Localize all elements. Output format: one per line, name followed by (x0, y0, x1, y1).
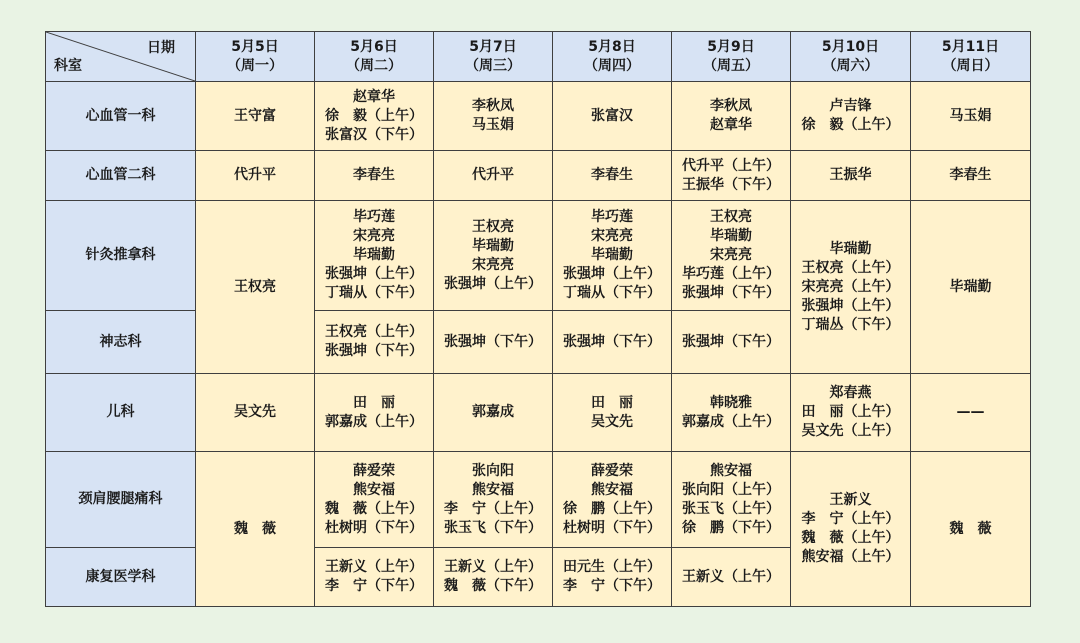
date-header-3 (434, 32, 553, 82)
cell-line: 王新义（上午） (444, 559, 542, 575)
cell-line: 毕瑞勤 (829, 240, 872, 257)
cell-line: 徐 鹏（上午） (563, 500, 661, 517)
date-header-1 (196, 32, 315, 82)
cell-line: 吴文先 (591, 413, 633, 430)
cell-line: 王权亮（上午） (325, 324, 423, 340)
cell-pediatrics-d4 (553, 374, 672, 452)
cell-line: 王振华（下午） (682, 176, 780, 193)
schedule-table (45, 31, 1031, 607)
weekday-label: （周五） (703, 57, 759, 74)
cell-line: 吴文先 (234, 404, 276, 420)
cell-line: 王新义（上午） (682, 568, 780, 585)
cell-pediatrics-d2 (315, 374, 434, 452)
cell-line: 李春生 (353, 167, 395, 183)
cell-cardio2-d1 (196, 151, 315, 201)
date-label: 5月10日 (821, 38, 880, 55)
cell-line: 王权亮 (710, 209, 752, 225)
dept-acupuncture: 针灸推拿科 (46, 201, 196, 311)
cell-neuro-d3 (434, 311, 553, 374)
cell-line: 张强坤（下午） (563, 333, 661, 350)
weekday-label: （周六） (822, 57, 879, 74)
cell-cardio1-d5 (672, 82, 791, 151)
cell-line: 丁瑞丛（下午） (801, 316, 900, 333)
dept-pediatrics: 儿科 (46, 374, 196, 452)
cell-neuro-d2 (315, 311, 434, 374)
dept-cardio1: 心血管一科 (46, 82, 196, 151)
cell-cardio1-d7 (911, 82, 1031, 151)
cell-acupuncture-d5 (672, 201, 791, 311)
cell-line: 王守富 (234, 107, 276, 124)
cell-line: 熊安福 (710, 462, 752, 479)
cell-line: 魏 薇（下午） (444, 578, 542, 594)
cell-line: 毕巧莲（上午） (682, 266, 780, 282)
date-label: 5月7日 (469, 38, 517, 55)
cell-line: 魏 薇（上午） (801, 530, 900, 546)
cell-line: 马玉娟 (949, 107, 992, 124)
date-label: 5月6日 (350, 38, 398, 55)
cell-neck-back-d5 (672, 452, 791, 548)
cell-line: 熊安福 (591, 481, 633, 498)
date-label: 5月9日 (707, 38, 755, 55)
cell-line: 王振华 (829, 167, 872, 183)
cell-line: 张富汉 (591, 107, 633, 124)
cell-line: 张强坤（下午） (325, 343, 423, 359)
cell-line: 赵章华 (710, 117, 752, 133)
cell-line: 张富汉（下午） (325, 126, 423, 143)
cell-line: 张强坤（上午） (563, 266, 661, 282)
cell-line: 韩晓雅 (710, 394, 752, 411)
cell-line: 徐 毅（上午） (325, 107, 423, 124)
weekday-label: （周三） (465, 57, 521, 74)
date-header-4 (553, 32, 672, 82)
cell-line: 毕瑞勤 (472, 237, 514, 254)
cell-line: 毕瑞勤 (949, 278, 992, 295)
cell-line: 代升平 (234, 167, 276, 183)
cell-line: 李秋凤 (710, 98, 752, 114)
cell-pediatrics-d1 (196, 374, 315, 452)
date-label: 5月5日 (231, 38, 279, 55)
cell-line: 宋亮亮（上午） (801, 278, 900, 295)
cell-line: 宋亮亮 (591, 228, 633, 244)
cell-line: 郭嘉成（上午） (682, 413, 780, 430)
cell-line: 张玉飞（上午） (682, 500, 780, 517)
corner-date-label: 日期 (147, 40, 175, 56)
cell-line: 魏 薇（上午） (325, 500, 423, 517)
cell-pediatrics-d5 (672, 374, 791, 452)
cell-neuro-d4 (553, 311, 672, 374)
cell-line: 田 丽 (591, 394, 633, 411)
cell-line: 宋亮亮 (472, 256, 514, 273)
schedule-wrapper (45, 31, 1030, 606)
cell-cardio2-d5 (672, 151, 791, 201)
cell-line: 王权亮 (472, 218, 514, 235)
cell-line: 田 丽 (353, 394, 395, 411)
cell-line: 李秋凤 (472, 98, 514, 114)
cell-line: 卢吉锋 (829, 98, 872, 114)
cell-line: 杜树明（下午） (325, 519, 423, 536)
cell-line: 薛爱荣 (353, 462, 395, 479)
cell-line: 马玉娟 (472, 117, 514, 133)
cell-cardio1-d1 (196, 82, 315, 151)
cell-line: 薛爱荣 (591, 462, 633, 479)
row-acupuncture (46, 201, 1031, 311)
cell-line: 宋亮亮 (710, 247, 752, 263)
cell-line: 熊安福（上午） (801, 549, 900, 565)
cell-neck-back-d4 (553, 452, 672, 548)
date-header-5 (672, 32, 791, 82)
cell-line: 杜树明（下午） (563, 519, 661, 536)
date-header-6 (791, 32, 911, 82)
cell-line: 徐 毅（上午） (801, 117, 900, 133)
cell-line: 代升平 (472, 167, 514, 183)
cell-line: 宋亮亮 (353, 228, 395, 244)
cell-line: 田元生（上午） (563, 559, 661, 575)
cell-neck-back-d3 (434, 452, 553, 548)
cell-line: 李春生 (949, 167, 992, 183)
header-row (46, 32, 1031, 82)
cell-cardio1-d2 (315, 82, 434, 151)
cell-line: 王新义（上午） (325, 559, 423, 575)
cell-pediatrics-d7 (911, 374, 1031, 452)
date-header-2 (315, 32, 434, 82)
cell-cardio2-d4 (553, 151, 672, 201)
cell-line: 毕巧莲 (591, 209, 633, 225)
cell-line: 张强坤（下午） (682, 285, 780, 301)
cell-line: 徐 鹏（下午） (682, 519, 780, 536)
cell-line: 熊安福 (472, 481, 514, 498)
dept-neuro: 神志科 (46, 311, 196, 374)
cell-cardio2-d7 (911, 151, 1031, 201)
cell-rehab-d3 (434, 548, 553, 607)
dept-neck-back: 颈肩腰腿痛科 (46, 452, 196, 548)
cell-neck-back-d2 (315, 452, 434, 548)
cell-cardio1-d6 (791, 82, 911, 151)
cell-line: 李 宁（上午） (801, 511, 900, 527)
cell-line: 毕瑞勤 (591, 247, 633, 263)
cell-line: 张强坤（下午） (444, 333, 542, 350)
weekday-label: （周四） (584, 57, 640, 74)
cell-neck-rehab-d1 (196, 452, 315, 607)
date-label: 5月11日 (941, 38, 1000, 55)
cell-cardio1-d3 (434, 82, 553, 151)
cell-line: 张强坤（上午） (801, 297, 900, 314)
cell-line: 李 宁（下午） (325, 578, 423, 594)
row-pediatrics (46, 374, 1031, 452)
cell-line: 赵章华 (353, 88, 395, 105)
cell-line: 丁瑞从（下午） (325, 285, 423, 301)
cell-line: 熊安福 (353, 481, 395, 498)
cell-line: 毕瑞勤 (710, 228, 752, 244)
cell-line: 王权亮（上午） (801, 259, 900, 276)
cell-line: —— (956, 404, 985, 420)
corner-header (46, 32, 196, 82)
cell-line: 李 宁（上午） (444, 500, 542, 517)
cell-rehab-d5 (672, 548, 791, 607)
cell-line: 王新义 (829, 492, 872, 508)
row-cardio1 (46, 82, 1031, 151)
cell-line: 毕瑞勤 (353, 247, 395, 263)
corner-dept-label: 科室 (54, 58, 82, 74)
cell-rehab-d4 (553, 548, 672, 607)
cell-line: 李 宁（下午） (563, 578, 661, 594)
cell-acu-neuro-d7 (911, 201, 1031, 374)
row-cardio2 (46, 151, 1031, 201)
cell-neck-rehab-d6 (791, 452, 911, 607)
dept-cardio2: 心血管二科 (46, 151, 196, 201)
cell-line: 郑春燕 (829, 385, 872, 401)
cell-line: 李春生 (591, 167, 633, 183)
cell-line: 张玉飞（下午） (444, 519, 542, 536)
cell-line: 张向阳（上午） (682, 481, 780, 498)
cell-line: 田 丽（上午） (801, 404, 900, 420)
cell-line: 代升平（上午） (682, 157, 780, 174)
cell-line: 毕巧莲 (353, 209, 395, 225)
date-header-7 (911, 32, 1031, 82)
cell-cardio2-d6 (791, 151, 911, 201)
cell-line: 丁瑞从（下午） (563, 285, 661, 301)
dept-rehab: 康复医学科 (46, 548, 196, 607)
cell-acupuncture-d4 (553, 201, 672, 311)
cell-cardio1-d4 (553, 82, 672, 151)
cell-line: 郭嘉成 (472, 404, 514, 420)
cell-line: 张强坤（上午） (325, 266, 423, 282)
cell-pediatrics-d6 (791, 374, 911, 452)
weekday-label: （周一） (227, 57, 283, 74)
cell-line: 魏 薇 (949, 520, 992, 537)
cell-pediatrics-d3 (434, 374, 553, 452)
cell-line: 郭嘉成（上午） (325, 413, 423, 430)
cell-line: 张强坤（上午） (444, 275, 542, 292)
weekday-label: （周二） (346, 57, 402, 74)
cell-rehab-d2 (315, 548, 434, 607)
cell-line: 魏 薇 (234, 520, 276, 537)
cell-cardio2-d2 (315, 151, 434, 201)
cell-acupuncture-d2 (315, 201, 434, 311)
weekday-label: （周日） (942, 57, 999, 74)
cell-line: 张向阳 (472, 462, 514, 479)
cell-line: 张强坤（下午） (682, 333, 780, 350)
row-neck-back (46, 452, 1031, 548)
cell-line: 王权亮 (234, 278, 276, 295)
cell-line: 吴文先（上午） (801, 423, 900, 439)
date-label: 5月8日 (588, 38, 636, 55)
cell-acu-neuro-d1 (196, 201, 315, 374)
cell-neuro-d5 (672, 311, 791, 374)
cell-cardio2-d3 (434, 151, 553, 201)
cell-neck-rehab-d7 (911, 452, 1031, 607)
cell-acu-neuro-d6 (791, 201, 911, 374)
cell-acupuncture-d3 (434, 201, 553, 311)
